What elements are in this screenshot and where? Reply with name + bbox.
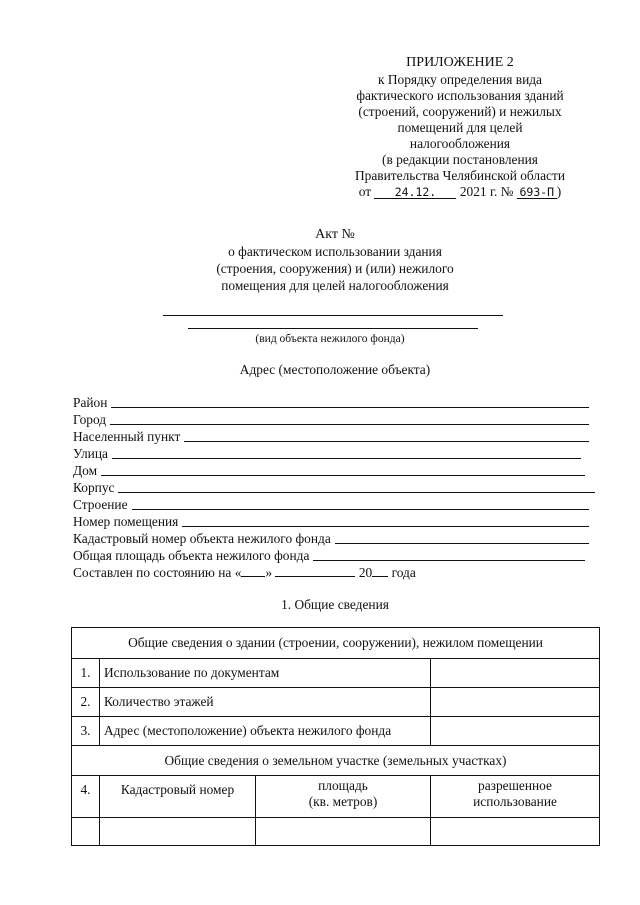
appendix-block [320, 55, 600, 200]
number-field: 693-П [517, 186, 557, 199]
appendix-line: фактического использования зданий [356, 88, 564, 103]
land-data-row [72, 818, 600, 846]
field-label: Номер помещения [73, 514, 179, 529]
table-row [72, 659, 600, 688]
appendix-date-line [320, 184, 600, 200]
field-house [73, 462, 595, 479]
field-city [73, 411, 595, 428]
object-type-caption: (вид объекта нежилого фонда) [255, 333, 405, 345]
field-label: Населенный пункт [73, 429, 181, 444]
row-value-cell [431, 717, 600, 746]
appendix-line: (строений, сооружений) и нежилых [358, 104, 562, 119]
from-label: от [358, 184, 372, 199]
field-label: Дом [73, 463, 98, 478]
building-info-header: Общие сведения о здании (строении, сооружении), нежилом помещении [72, 628, 600, 659]
compiled-date-line [73, 565, 416, 581]
year-number-label: 2021 г. № [459, 184, 514, 199]
field-blank-line [101, 463, 585, 476]
field-label: Город [73, 412, 107, 427]
act-subtitle-line: помещения для целей налогообложения [221, 278, 449, 293]
empty-cell [256, 818, 431, 846]
appendix-line: помещений для целей [397, 120, 523, 135]
appendix-line: налогообложения [409, 136, 511, 151]
row-number: 4. [72, 776, 100, 818]
day-blank [241, 565, 265, 577]
compiled-year-prefix: 20 [358, 565, 373, 580]
field-blank-line [111, 395, 589, 408]
row-number: 3. [72, 717, 100, 746]
land-header-row [72, 746, 600, 776]
date-field: 24.12. [374, 186, 456, 199]
compiled-mid: » [265, 565, 273, 580]
act-title: Акт № [315, 227, 355, 242]
field-blank-line [132, 497, 589, 510]
land-column-area: площадь (кв. метров) [256, 776, 431, 818]
object-type-line-1 [163, 315, 503, 316]
empty-cell [431, 818, 600, 846]
appendix-title: ПРИЛОЖЕНИЕ 2 [406, 55, 514, 70]
year-blank [372, 565, 388, 577]
field-blank-line [118, 480, 595, 493]
field-cadastral-number [73, 530, 595, 547]
month-blank [275, 565, 355, 577]
appendix-line: к Порядку определения вида [377, 72, 543, 87]
address-heading: Адрес (местоположение объекта) [239, 362, 431, 377]
row-label: Использование по документам [100, 659, 431, 688]
object-type-line-2 [188, 328, 478, 329]
compiled-prefix: Составлен по состоянию на « [73, 565, 242, 580]
field-total-area [73, 547, 595, 564]
field-settlement [73, 428, 595, 445]
field-label: Район [73, 395, 108, 410]
row-number: 1. [72, 659, 100, 688]
close-paren: ) [556, 184, 562, 199]
land-column-cadastral: Кадастровый номер [100, 776, 256, 818]
field-blank-line [184, 429, 589, 442]
act-block [140, 226, 530, 294]
field-street [73, 445, 595, 462]
field-blank-line [335, 531, 589, 544]
row-value-cell [431, 688, 600, 717]
compiled-suffix: года [391, 565, 416, 580]
field-district [73, 394, 595, 411]
field-blank-line [112, 446, 581, 459]
land-column-permitted-use: разрешенное использование [431, 776, 600, 818]
field-label: Строение [73, 497, 128, 512]
field-blank-line [182, 514, 589, 527]
field-blank-line [110, 412, 589, 425]
field-label: Улица [73, 446, 108, 461]
act-subtitle-line: о фактическом использовании здания [228, 244, 442, 259]
general-info-table [71, 627, 600, 846]
field-label: Общая площадь объекта нежилого фонда [73, 548, 310, 563]
empty-cell [72, 818, 100, 846]
table-header-row [72, 628, 600, 659]
row-label: Адрес (местоположение) объекта нежилого фонда [100, 717, 431, 746]
row-number: 2. [72, 688, 100, 717]
field-building [73, 479, 595, 496]
land-columns-row [72, 776, 600, 818]
field-room-number [73, 513, 595, 530]
row-label: Количество этажей [100, 688, 431, 717]
field-structure [73, 496, 595, 513]
table-row [72, 717, 600, 746]
table-row [72, 688, 600, 717]
empty-cell [100, 818, 256, 846]
field-blank-line [313, 548, 585, 561]
row-value-cell [431, 659, 600, 688]
field-label: Корпус [73, 480, 115, 495]
appendix-line: (в редакции постановления [382, 152, 538, 167]
act-subtitle-line: (строения, сооружения) и (или) нежилого [216, 261, 454, 276]
section-title: 1. Общие сведения [281, 597, 389, 612]
land-info-header: Общие сведения о земельном участке (земельных участках) [72, 746, 600, 776]
appendix-line: Правительства Челябинской области [355, 168, 565, 183]
address-fields [73, 394, 595, 564]
field-label: Кадастровый номер объекта нежилого фонда [73, 531, 331, 546]
